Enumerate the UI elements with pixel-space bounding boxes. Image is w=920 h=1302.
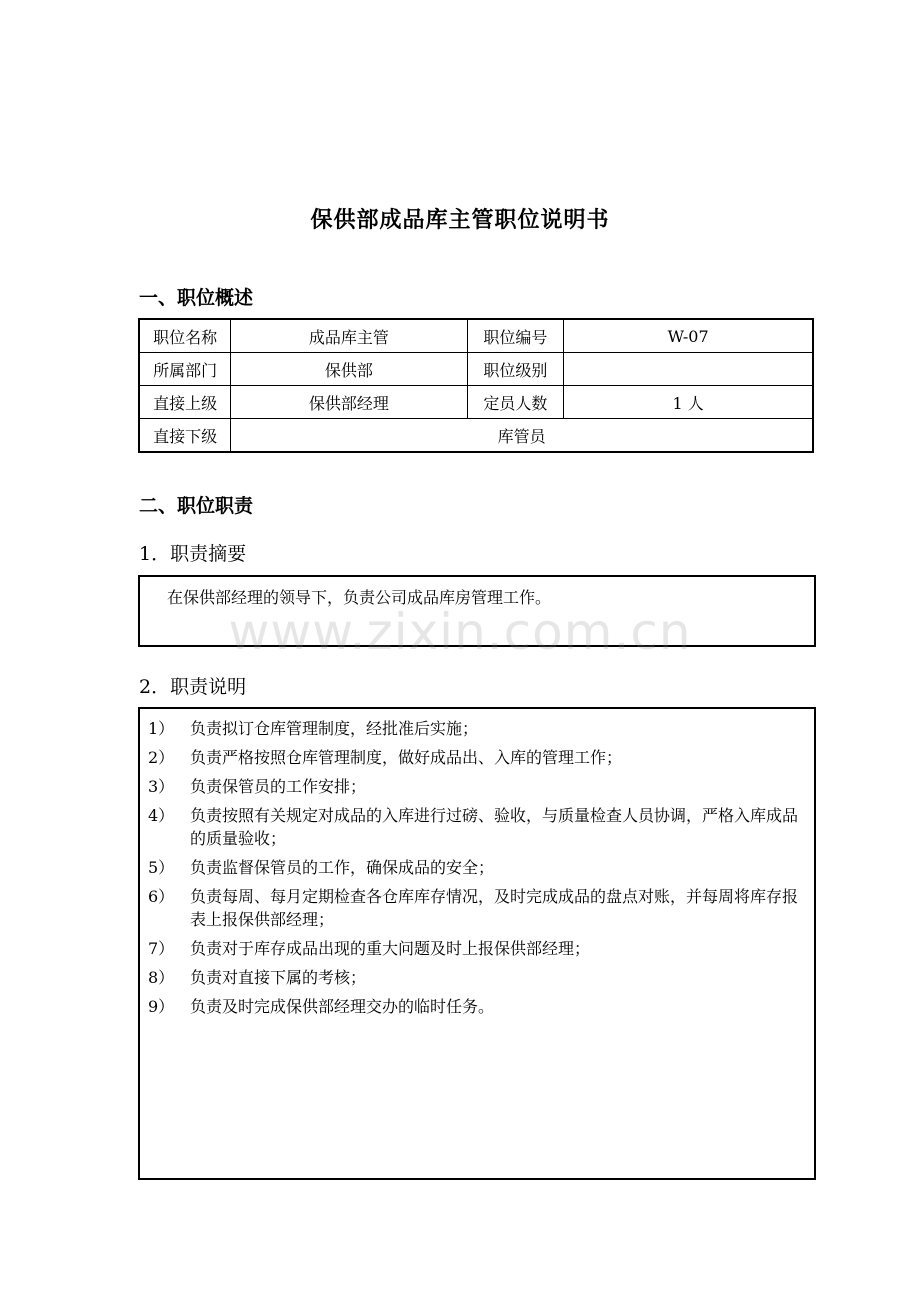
value-position-level: [564, 353, 813, 386]
table-row: [139, 319, 813, 353]
document-title: 保供部成品库主管职位说明书: [310, 208, 610, 233]
value-position-code: W-07: [564, 319, 813, 353]
summary-text: 在保供部经理的领导下，负责公司成品库房管理工作。: [167, 588, 552, 607]
duty-number: 1）: [148, 719, 175, 738]
table-row: [139, 419, 813, 453]
list-item: [148, 937, 814, 960]
duty-text: 负责每周、每月定期检查各仓库库存情况，及时完成成品的盘点对账，并每周将库存报表上报保供部经理；: [190, 887, 799, 929]
label-headcount: 定员人数: [467, 386, 564, 419]
duty-number: 3）: [148, 777, 175, 796]
duty-number: 4）: [148, 806, 175, 825]
value-direct-superior: 保供部经理: [231, 386, 467, 419]
label-position-code: 职位编号: [467, 319, 564, 353]
table-row: [139, 353, 813, 386]
section-heading-overview: 一、职位概述: [139, 287, 254, 309]
duty-list: [140, 717, 814, 1024]
duty-text: 负责严格按照仓库管理制度，做好成品出、入库的管理工作；: [190, 748, 623, 767]
position-overview-table: [138, 318, 814, 453]
list-item: [148, 775, 814, 798]
duty-text: 负责对于库存成品出现的重大问题及时上报保供部经理；: [190, 939, 591, 958]
value-direct-subordinate: 库管员: [231, 419, 813, 453]
table-row: [139, 386, 813, 419]
value-department: 保供部: [231, 353, 467, 386]
sub-heading-duty-details: 2．职责说明: [139, 676, 247, 698]
duty-text: 负责按照有关规定对成品的入库进行过磅、验收，与质量检查人员协调，严格入库成品的质量验收；: [190, 806, 799, 848]
label-department: 所属部门: [139, 353, 231, 386]
list-item: [148, 885, 814, 931]
watermark: www.zixin.com.cn: [228, 603, 692, 661]
duty-number: 7）: [148, 939, 175, 958]
duty-number: 2）: [148, 748, 175, 767]
duty-text: 负责对直接下属的考核；: [190, 968, 367, 987]
duty-number: 9）: [148, 997, 175, 1016]
list-item: [148, 966, 814, 989]
list-item: [148, 717, 814, 740]
duty-number: 6）: [148, 887, 175, 906]
value-headcount: 1 人: [564, 386, 813, 419]
list-item: [148, 856, 814, 879]
label-direct-subordinate: 直接下级: [139, 419, 231, 453]
summary-box: [138, 575, 816, 647]
label-direct-superior: 直接上级: [139, 386, 231, 419]
sub-heading-summary: 1．职责摘要: [139, 543, 247, 565]
section-heading-duties: 二、职位职责: [139, 495, 254, 517]
duty-text: 负责监督保管员的工作，确保成品的安全；: [190, 858, 495, 877]
duties-box: [138, 707, 816, 1180]
list-item: [148, 746, 814, 769]
duty-text: 负责拟订仓库管理制度，经批准后实施；: [190, 719, 479, 738]
value-position-name: 成品库主管: [231, 319, 467, 353]
label-position-name: 职位名称: [139, 319, 231, 353]
duty-text: 负责及时完成保供部经理交办的临时任务。: [190, 997, 495, 1016]
duty-number: 8）: [148, 968, 175, 987]
duty-number: 5）: [148, 858, 175, 877]
duty-text: 负责保管员的工作安排；: [190, 777, 367, 796]
list-item: [148, 804, 814, 850]
label-position-level: 职位级别: [467, 353, 564, 386]
list-item: [148, 995, 814, 1018]
